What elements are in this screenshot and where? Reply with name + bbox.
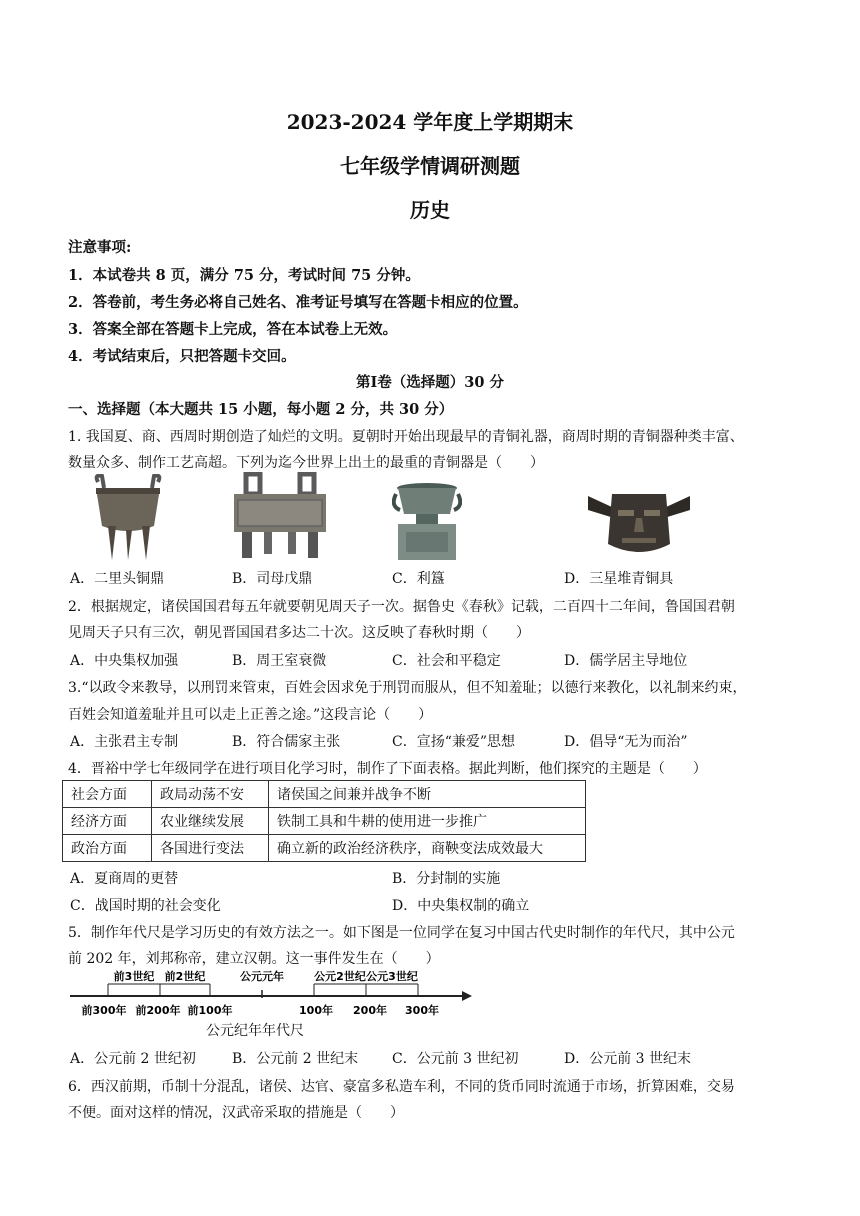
q2-option-d[interactable]: D．儒学居主导地位 [564, 653, 688, 669]
timeline-century-label: 公元元年 [240, 970, 284, 983]
q1-option-d[interactable]: D．三星堆青铜具 [564, 571, 674, 587]
table-cell: 经济方面 [63, 808, 152, 835]
q5-text: 前 202 年，刘邦称帝，建立汉朝。这一事件发生在（ ） [68, 951, 440, 967]
timeline-tick-label: 前300年 [81, 1004, 127, 1017]
exam-title: 2023-2024 学年度上学期期末 [286, 110, 574, 134]
section-heading: 一、选择题（本大题共 15 小题，每小题 2 分，共 30 分） [68, 401, 454, 418]
table-cell: 铁制工具和牛耕的使用进一步推广 [269, 808, 586, 835]
table-cell: 政局动荡不安 [152, 781, 269, 808]
q1-text: 1. 我国夏、商、西周时期创造了灿烂的文明。夏朝时开始出现最早的青铜礼器，商周时期的青铜器种类丰富、 [68, 429, 744, 445]
notice-heading: 注意事项: [68, 239, 132, 256]
q6-text: 6．西汉前期，币制十分混乱，诸侯、达官、豪富多私造车利，不同的货币同时流通于市场，折算困难，交易 [68, 1079, 735, 1095]
q4-option-d[interactable]: D．中央集权制的确立 [392, 898, 530, 914]
table-cell: 政治方面 [63, 835, 152, 862]
q1-text: 数量众多、制作工艺高超。下列为迄今世界上出土的最重的青铜器是（ ） [68, 455, 544, 471]
q5-option-c[interactable]: C．公元前 3 世纪初 [392, 1051, 519, 1067]
timeline-tick-label: 前100年 [187, 1004, 233, 1017]
q3-option-d[interactable]: D．倡导“无为而治” [564, 734, 688, 750]
table-cell: 社会方面 [63, 781, 152, 808]
q2-text: 2．根据规定，诸侯国国君每五年就要朝见周天子一次。据鲁史《春秋》记载，二百四十二年间，鲁国国君朝 [68, 599, 735, 615]
q3-option-c[interactable]: C．宣扬“兼爱”思想 [392, 734, 516, 750]
timeline-caption: 公元纪年年代尺 [206, 1023, 304, 1039]
subject-title: 历史 [410, 198, 450, 222]
table-cell: 诸侯国之间兼并战争不断 [269, 781, 586, 808]
q6-text: 不便。面对这样的情况，汉武帝采取的措施是（ ） [68, 1105, 404, 1121]
part-heading: 第Ⅰ卷（选择题）30 分 [355, 374, 504, 391]
q4-option-b[interactable]: B．分封制的实施 [392, 871, 501, 887]
q3-text: 3.“以政令来教导，以刑罚来管束，百姓会因求免于刑罚而服从，但不知羞耻；以德行来教化，以礼制来约束， [68, 680, 747, 696]
q2-option-c[interactable]: C．社会和平稳定 [392, 653, 501, 669]
notice-item: 4．考试结束后，只把答题卡交回。 [68, 348, 296, 365]
q3-option-b[interactable]: B．符合儒家主张 [232, 734, 341, 750]
exam-subtitle: 七年级学情调研测题 [340, 154, 520, 178]
table-row [63, 835, 586, 862]
sanxingdui-mask-image [586, 488, 692, 562]
q1-option-c[interactable]: C．利簋 [392, 571, 445, 587]
q2-option-a[interactable]: A．中央集权加强 [70, 653, 179, 669]
notice-item: 1．本试卷共 8 页，满分 75 分，考试时间 75 分钟。 [68, 267, 420, 284]
q1-option-a[interactable]: A．二里头铜鼎 [70, 571, 165, 587]
q4-option-c[interactable]: C．战国时期的社会变化 [70, 898, 221, 914]
q5-option-b[interactable]: B．公元前 2 世纪末 [232, 1051, 359, 1067]
q4-text: 4．晋裕中学七年级同学在进行项目化学习时，制作了下面表格。据此判断，他们探究的主题是（ ） [68, 761, 707, 777]
q1-option-b[interactable]: B．司母戊鼎 [232, 571, 313, 587]
timeline-century-label: 公元3世纪 [366, 970, 418, 983]
notice-item: 3．答案全部在答题卡上完成，答在本试卷上无效。 [68, 321, 398, 338]
q4-option-a[interactable]: A．夏商周的更替 [70, 871, 179, 887]
q5-option-d[interactable]: D．公元前 3 世纪末 [564, 1051, 692, 1067]
q5-option-a[interactable]: A．公元前 2 世纪初 [70, 1051, 196, 1067]
timeline-tick-label: 100年 [299, 1004, 333, 1017]
timeline-ruler [70, 966, 480, 1022]
erlitou-ding-image [88, 474, 168, 562]
timeline-tick-label: 200年 [353, 1004, 387, 1017]
table-cell: 农业继续发展 [152, 808, 269, 835]
q4-table [62, 780, 586, 862]
q3-text: 百姓会知道羞耻并且可以走上正善之途。”这段言论（ ） [68, 707, 433, 723]
table-row [63, 808, 586, 835]
table-row [63, 781, 586, 808]
timeline-tick-label: 前200年 [135, 1004, 181, 1017]
notice-item: 2．答卷前，考生务必将自己姓名、准考证号填写在答题卡相应的位置。 [68, 294, 528, 311]
timeline-century-label: 前2世纪 [164, 970, 206, 983]
timeline-century-label: 公元2世纪 [314, 970, 366, 983]
li-gui-image [392, 480, 462, 562]
timeline-century-label: 前3世纪 [113, 970, 155, 983]
q3-option-a[interactable]: A．主张君主专制 [70, 734, 179, 750]
q2-text: 见周天子只有三次，朝见晋国国君多达二十次。这反映了春秋时期（ ） [68, 625, 530, 641]
table-cell: 各国进行变法 [152, 835, 269, 862]
table-cell: 确立新的政治经济秩序，商鞅变法成效最大 [269, 835, 586, 862]
simuwu-ding-image [228, 472, 332, 560]
q5-text: 5．制作年代尺是学习历史的有效方法之一。如下图是一位同学在复习中国古代史时制作的年代尺，其中公元 [68, 925, 735, 941]
timeline-tick-label: 300年 [405, 1004, 439, 1017]
q2-option-b[interactable]: B．周王室衰微 [232, 653, 327, 669]
